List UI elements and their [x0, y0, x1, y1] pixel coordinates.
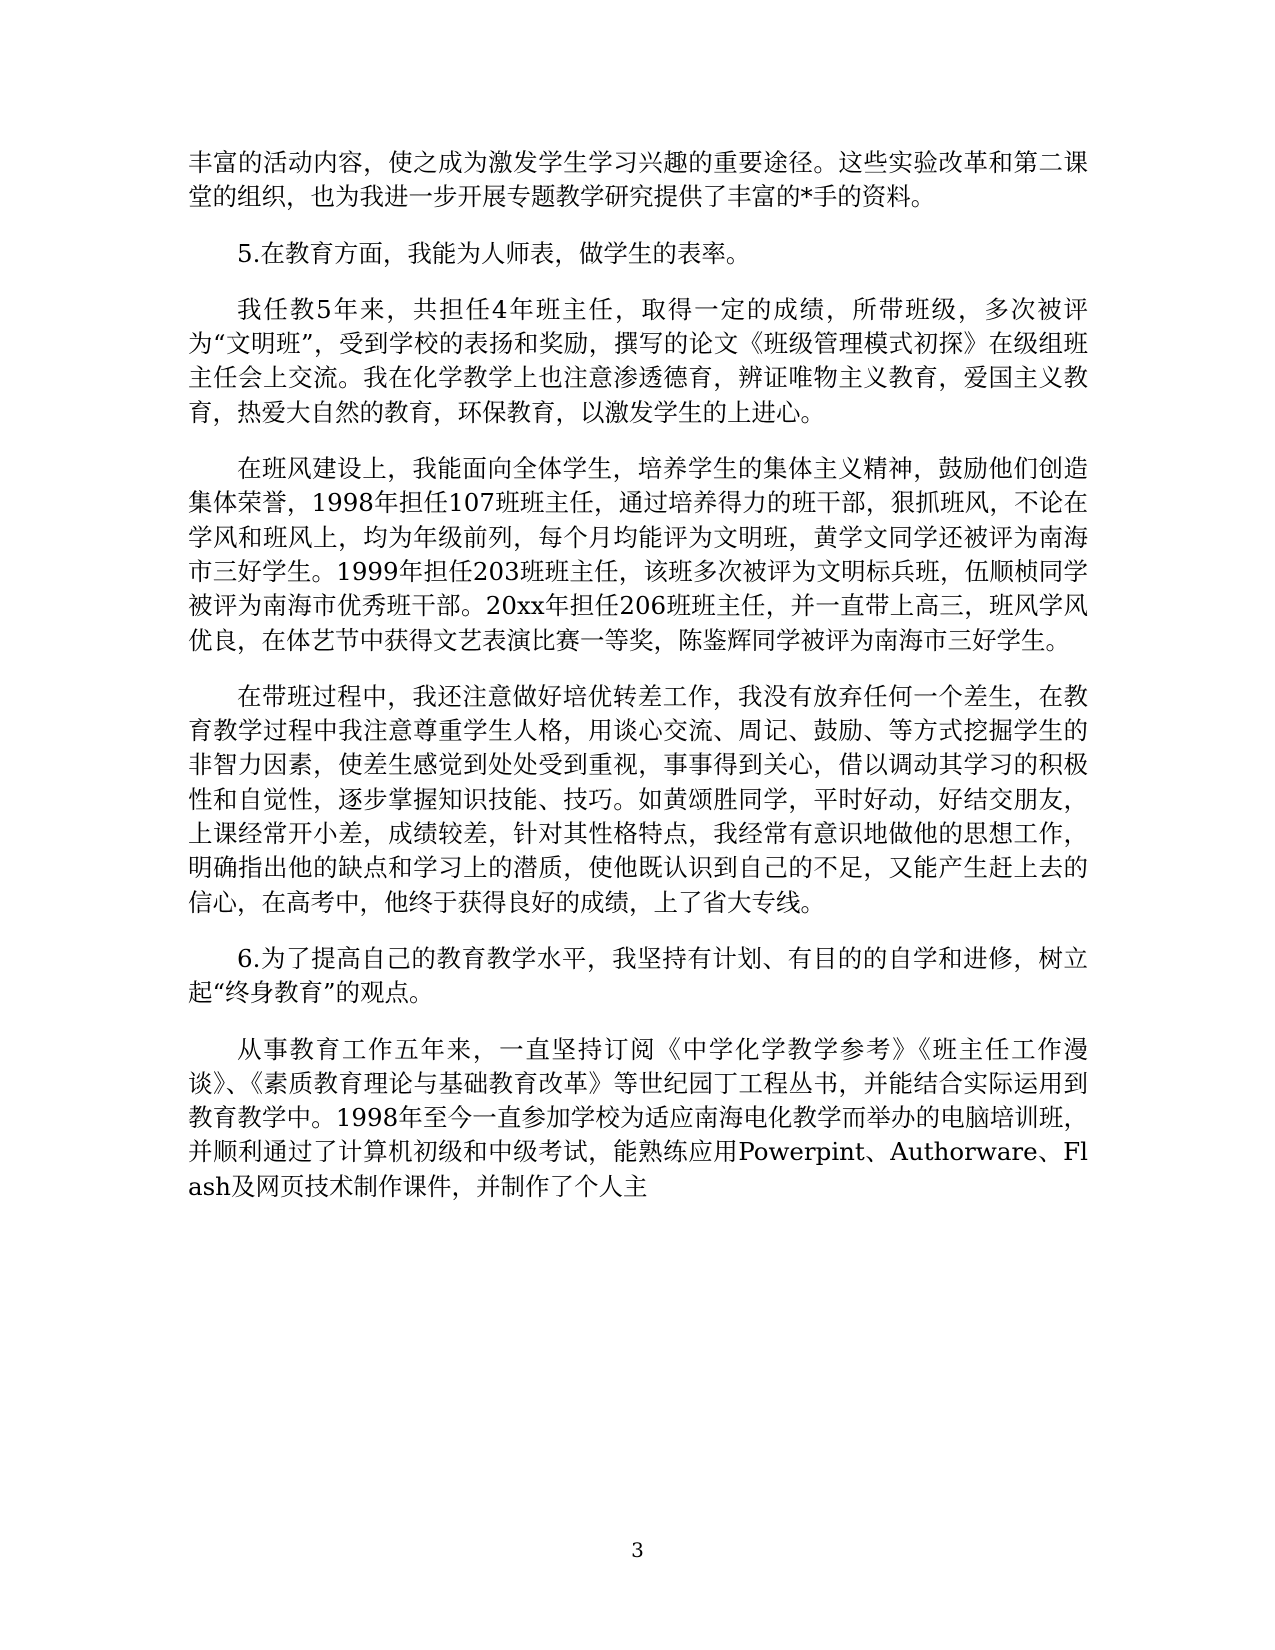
paragraph-student-support: 在带班过程中，我还注意做好培优转差工作，我没有放弃任何一个差生，在教育教学过程中我注意尊重学生人格，用谈心交流、周记、鼓励、等方式挖掘学生的非智力因素，使差生感觉到处处受到重视，事事得到关心，借以调动其学习的积极性和自觉性，逐步掌握知识技能、技巧。如黄颂胜同学，平时好动，好结交朋友，上课经常开小差，成绩较差，针对其性格特点，我经常有意识地做他的思想工作，明确指出他的缺点和学习上的潜质，使他既认识到自己的不足，又能产生赶上去的信心，在高考中，他终于获得良好的成绩，上了省大专线。 [188, 681, 1088, 917]
paragraph-continuation: 丰富的活动内容，使之成为激发学生学习兴趣的重要途径。这些实验改革和第二课堂的组织，也为我进一步开展专题教学研究提供了丰富的*手的资料。 [188, 148, 1088, 212]
paragraph-self-study: 从事教育工作五年来，一直坚持订阅《中学化学教学参考》《班主任工作漫谈》、《素质教育理论与基础教育改革》等世纪园丁工程丛书，并能结合实际运用到教育教学中。1998年至今一直参加学校为适应南海电化教学而举办的电脑培训班，并顺利通过了计算机初级和中级考试，能熟练应用Powerpint、Authorware、Flash及网页技术制作课件，并制作了个人主 [188, 1034, 1088, 1201]
paragraph-point-6: 6.为了提高自己的教育教学水平，我坚持有计划、有目的的自学和进修，树立起“终身教育”的观点。 [188, 943, 1088, 1008]
paragraph-point-5: 5.在教育方面，我能为人师表，做学生的表率。 [237, 238, 751, 268]
body-text [188, 146, 1088, 1226]
paragraph-head-teacher: 我任教5年来，共担任4年班主任，取得一定的成绩，所带班级，多次被评为“文明班”，受到学校的表扬和奖励，撰写的论文《班级管理模式初探》在级组班主任会上交流。我在化学教学上也注意渗透德育，辨证唯物主义教育，爱国主义教育，热爱大自然的教育，环保教育，以激发学生的上进心。 [188, 294, 1088, 427]
paragraph-class-building: 在班风建设上，我能面向全体学生，培养学生的集体主义精神，鼓励他们创造集体荣誉，1998年担任107班班主任，通过培养得力的班干部，狠抓班风，不论在学风和班风上，均为年级前列，每个月均能评为文明班，黄学文同学还被评为南海市三好学生。1999年担任203班班主任，该班多次被评为文明标兵班，伍顺桢同学被评为南海市优秀班干部。20xx年担任206班班主任，并一直带上高三，班风学风优良，在体艺节中获得文艺表演比赛一等奖，陈鉴辉同学被评为南海市三好学生。 [188, 454, 1088, 655]
page-number: 3 [631, 1538, 644, 1562]
